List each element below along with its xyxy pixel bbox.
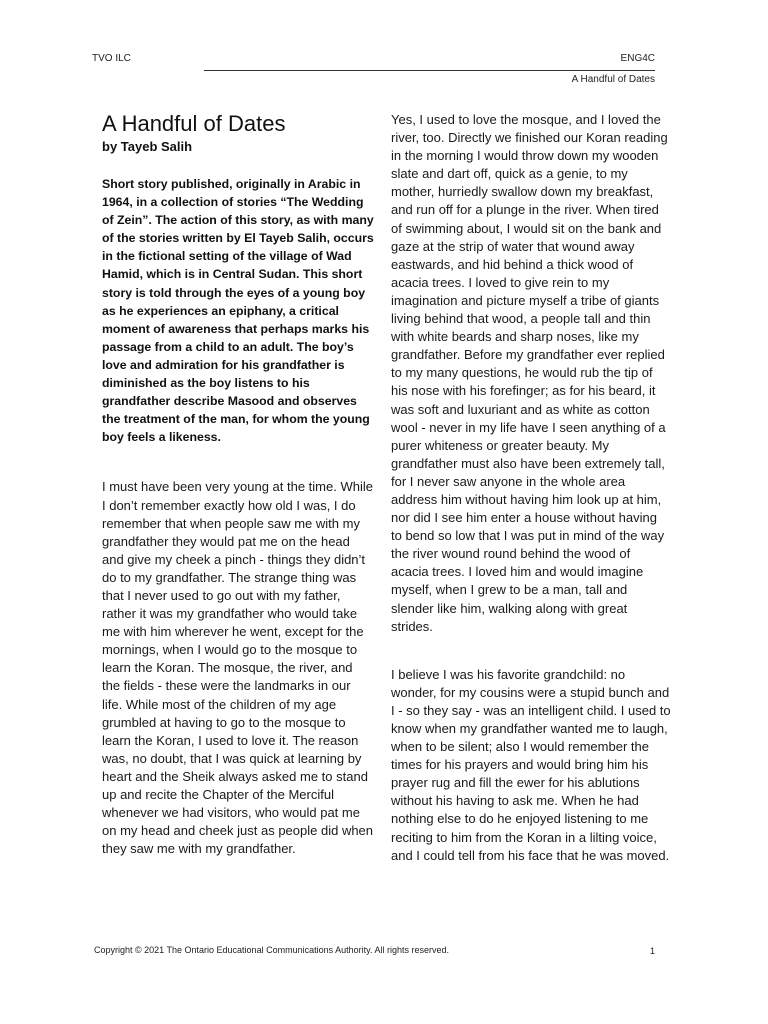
story-paragraph-1: I must have been very young at the time. While I don’t remember exactly how old I was, I do remember that when people saw me with my grandfather they would pat me on the head and give my cheek a pinch - things they didn’t do to my grandfather. The strange thing was that I never used to go out with my father, rather it was my grandfather who would take me with him wherever he went, except for the mornings, when I would go to the mosque to learn the Koran. The mosque, the river, and the fields - these were the landmarks in our life. While most of the children of my age grumbled at having to go to the mosque to learn the Koran, I used to love it. The reason was, no doubt, that I was quick at learning by heart and the Sheik always asked me to stand up and recite the Chapter of the Merciful whenever we had visitors, who would pat me on my head and cheek just as people did when they saw me with my grandfather. [102,479,374,857]
left-column [102,110,374,858]
story-paragraph-2: Yes, I used to love the mosque, and I loved the river, too. Directly we finished our Koran reading in the morning I would throw down my wooden slate and dart off, quick as a genie, to my mother, hurriedly swallow down my breakfast, and run off for a plunge in the river. When tired of swimming about, I would sit on the bank and gaze at the strip of water that wound away eastwards, and hid behind a thick wood of acacia trees. I loved to give rein to my imagination and picture myself a tribe of giants living behind that wood, a people tall and thin with white beards and sharp noses, like my grandfather. Before my grandfather ever replied to my many questions, he would rub the tip of his nose with his forefinger; as for his beard, it was soft and luxuriant and as white as cotton wool - never in my life have I seen anything of a purer whiteness or greater beauty. My grandfather must also have been extremely tall, for I never saw anyone in the whole area address him without having him look up at him, nor did I see him enter a house without having to bend so low that I was put in mind of the way the river wound round behind the wood of acacia trees. I loved him and would imagine myself, when I grew to be a man, tall and slender like him, walking along with great strides. [391,112,668,634]
header-divider [204,70,655,71]
header-course: ENG4C [620,53,655,64]
right-column [391,111,671,865]
story-paragraph-3: I believe I was his favorite grandchild: no wonder, for my cousins were a stupid bunch and I - so they say - was an intelligent child. I used to know when my grandfather wanted me to laugh, when to be silent; also I would remember the times for his prayers and would bring him his prayer rug and fill the ewer for his ablutions without his having to ask me. When he had nothing else to do he enjoyed listening to me reciting to him from the Koran in a lilting voice, and I could tell from his face that he was moved. [391,666,671,863]
header-doc-title: A Handful of Dates [571,74,655,85]
article-byline: by Tayeb Salih [102,139,193,154]
article-intro: Short story published, originally in Arabic in 1964, in a collection of stories “The Wedding of Zein”. The action of this story, as with many of the stories written by El Tayeb Salih, occurs in the fictional setting of the village of Wad Hamid, which is in Central Sudan. This short story is told through the eyes of a young boy as he experiences an epiphany, a critical moment of awareness that perhaps marks his passage from a child to an adult. The boy’s love and admiration for his grandfather is diminished as the boy listens to his grandfather describe Masood and observes the treatment of the man, for whom the young boy feels a likeness. [102,177,374,445]
header-org: TVO ILC [92,53,131,64]
footer-copyright: Copyright © 2021 The Ontario Educational Communications Authority. All rights reserved. [94,945,449,955]
article-title: A Handful of Dates [102,111,286,136]
page-number: 1 [650,946,656,956]
